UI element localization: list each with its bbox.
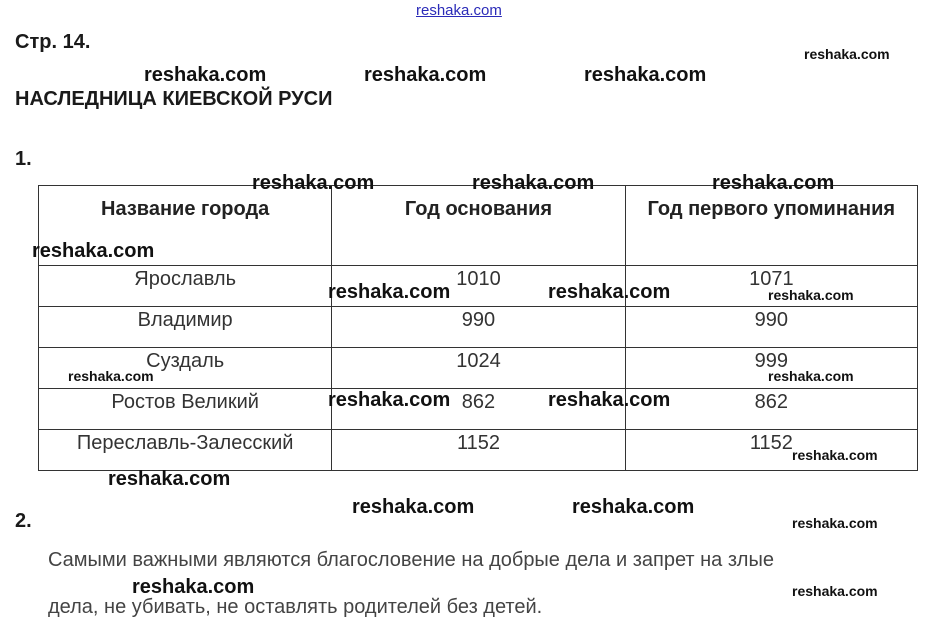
watermark: reshaka.com	[252, 172, 375, 194]
watermark: reshaka.com	[132, 576, 255, 598]
cell-city: Суздаль	[39, 348, 332, 389]
watermark: reshaka.com	[792, 583, 878, 599]
site-link[interactable]: reshaka.com	[416, 2, 502, 19]
watermark: reshaka.com	[352, 496, 475, 518]
answer-text-line-2: дела, не убивать, не оставлять родителей без детей.	[48, 596, 543, 618]
cell-first-mention: 990	[625, 307, 917, 348]
watermark: reshaka.com	[712, 172, 835, 194]
watermark: reshaka.com	[584, 64, 707, 86]
watermark: reshaka.com	[768, 368, 854, 384]
watermark: reshaka.com	[548, 281, 671, 303]
watermark: reshaka.com	[328, 389, 451, 411]
watermark: reshaka.com	[68, 368, 154, 384]
header-first-mention-year: Год первого упоминания	[625, 186, 917, 266]
table-row	[39, 389, 918, 430]
table-row	[39, 307, 918, 348]
cell-city: Владимир	[39, 307, 332, 348]
watermark: reshaka.com	[548, 389, 671, 411]
watermark: reshaka.com	[804, 46, 890, 62]
watermark: reshaka.com	[144, 64, 267, 86]
answer-text-line-1: Самыми важными являются благословение на добрые дела и запрет на злые	[48, 549, 774, 571]
watermark: reshaka.com	[364, 64, 487, 86]
cell-first-mention: 862	[625, 389, 917, 430]
watermark: reshaka.com	[328, 281, 451, 303]
watermark: reshaka.com	[472, 172, 595, 194]
cell-city: Переславль-Залесский	[39, 430, 332, 471]
table-row	[39, 430, 918, 471]
cell-city: Ростов Великий	[39, 389, 332, 430]
task-1-number: 1.	[15, 148, 32, 170]
cell-founded: 990	[332, 307, 625, 348]
task-2-number: 2.	[15, 510, 32, 532]
cities-table	[38, 185, 918, 471]
table-header-row	[39, 186, 918, 266]
header-founded-year: Год основания	[332, 186, 625, 266]
watermark: reshaka.com	[792, 447, 878, 463]
page-label: Стр. 14.	[15, 31, 91, 53]
cell-founded: 1024	[332, 348, 625, 389]
page-title: НАСЛЕДНИЦА КИЕВСКОЙ РУСИ	[15, 88, 333, 110]
watermark: reshaka.com	[108, 468, 231, 490]
cell-city: Ярославль	[39, 266, 332, 307]
header-city-name: Название города	[39, 186, 332, 266]
watermark: reshaka.com	[768, 287, 854, 303]
cell-founded: 1152	[332, 430, 625, 471]
watermark: reshaka.com	[792, 515, 878, 531]
cell-first-mention: 1152	[625, 430, 917, 471]
cell-first-mention: 1071	[625, 266, 917, 307]
watermark: reshaka.com	[32, 240, 155, 262]
watermark: reshaka.com	[572, 496, 695, 518]
cell-founded: 1010	[332, 266, 625, 307]
cell-first-mention: 999	[625, 348, 917, 389]
cell-founded: 862	[332, 389, 625, 430]
